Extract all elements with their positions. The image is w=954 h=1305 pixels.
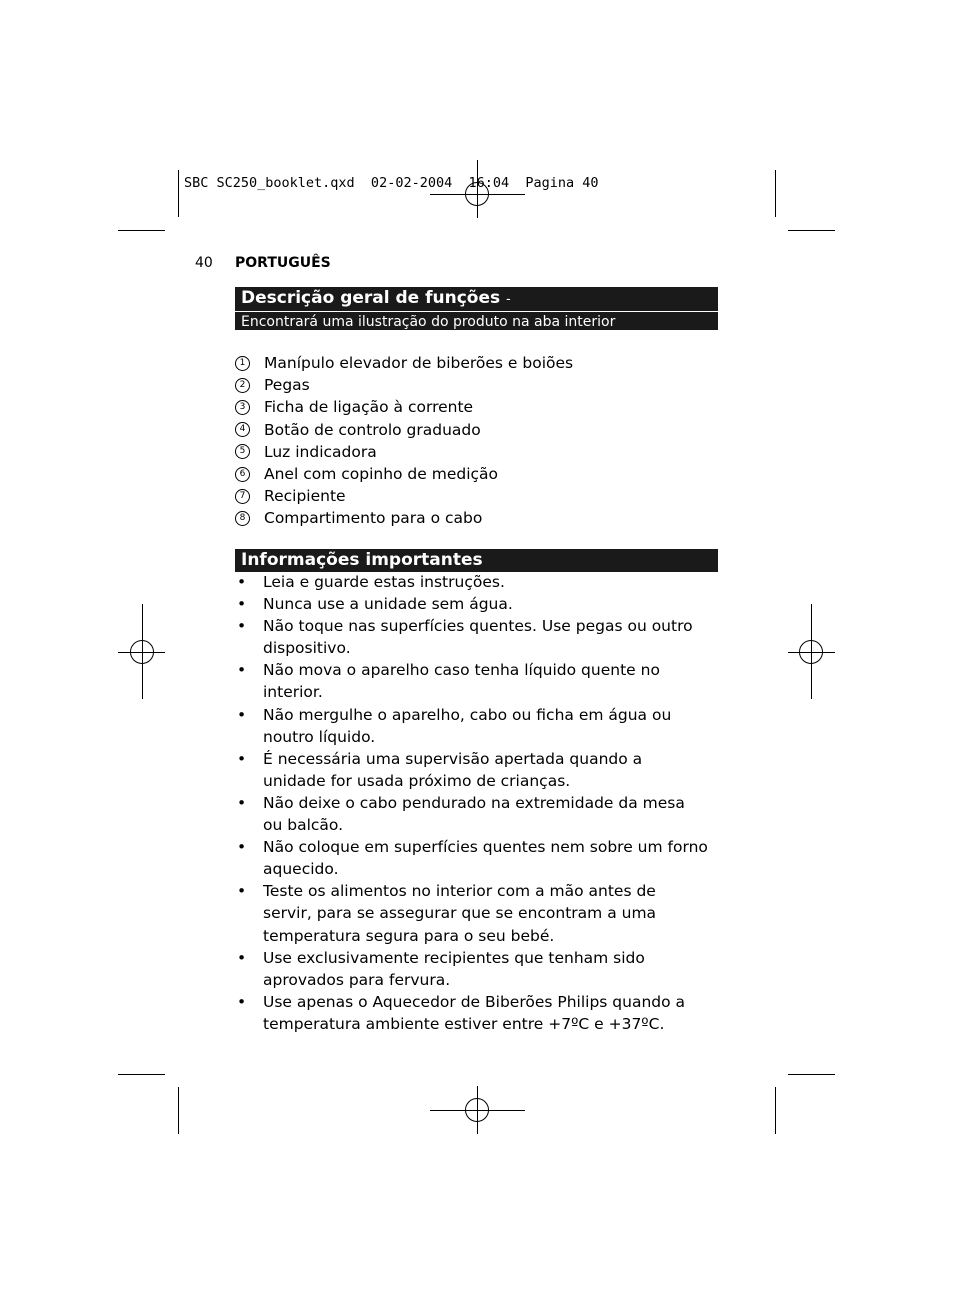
list-item	[235, 441, 573, 463]
list-item	[235, 947, 735, 991]
bullet-icon: •	[237, 661, 247, 680]
item-text: Não coloque em superfícies quentes nem sobre um forno aquecido.	[263, 838, 708, 879]
language-heading: PORTUGUÊS	[235, 255, 331, 271]
crop-mark-bottom-right-v	[775, 1087, 776, 1134]
item-number-icon: 5	[235, 444, 250, 459]
item-text: Não mova o aparelho caso tenha líquido quente no interior.	[263, 661, 660, 702]
list-item	[235, 991, 735, 1035]
crop-mark-top-left-h	[118, 230, 165, 231]
print-slug: SBC SC250_booklet.qxd 02-02-2004 16:04 Pagina 40	[184, 175, 599, 191]
item-text: Anel com copinho de medição	[264, 465, 499, 484]
page-number: 40	[195, 255, 213, 271]
section-title: Descrição geral de funções	[241, 288, 501, 308]
item-text: Pegas	[264, 376, 310, 395]
list-item	[235, 880, 735, 946]
bullet-icon: •	[237, 573, 247, 591]
item-text: Teste os alimentos no interior com a mão antes de servir, para se assegurar que se encontram a uma temperatura segura para o seu bebé.	[263, 882, 657, 945]
list-item	[235, 419, 573, 441]
item-text: Botão de controlo graduado	[264, 420, 481, 439]
list-item	[235, 463, 573, 485]
list-item	[235, 836, 735, 880]
title-dash: -	[506, 292, 511, 307]
item-text: Não mergulhe o aparelho, cabo ou ficha em água ou noutro líquido.	[263, 705, 672, 746]
item-text: Não toque nas superfícies quentes. Use pegas ou outro dispositivo.	[263, 617, 693, 658]
item-number-icon: 7	[235, 489, 250, 504]
item-text: Use exclusivamente recipientes que tenham sido aprovados para fervura.	[263, 948, 645, 989]
bullet-icon: •	[237, 882, 247, 901]
item-text: Manípulo elevador de biberões e boiões	[264, 354, 574, 373]
bullet-icon: •	[237, 948, 247, 967]
section-header-description	[235, 287, 718, 330]
parts-list	[235, 352, 573, 530]
list-item	[235, 593, 735, 615]
important-info-list	[235, 571, 735, 1035]
item-text: Compartimento para o cabo	[264, 509, 483, 528]
item-text: Ficha de ligação à corrente	[264, 398, 474, 417]
list-item	[235, 659, 735, 703]
bullet-icon: •	[237, 617, 247, 636]
section-header-important: Informações importantes	[235, 549, 718, 572]
item-number-icon: 8	[235, 511, 250, 526]
list-item	[235, 704, 735, 748]
section-subtitle: Encontrará uma ilustração do produto na aba interior	[235, 311, 718, 332]
item-number-icon: 6	[235, 467, 250, 482]
list-item	[235, 748, 735, 792]
bullet-icon: •	[237, 793, 247, 812]
bullet-icon: •	[237, 595, 247, 614]
item-text: Use apenas o Aquecedor de Biberões Philips quando a temperatura ambiente estiver entre +7ºC e +37ºC.	[263, 992, 686, 1033]
crop-mark-top-right-h	[788, 230, 835, 231]
list-item	[235, 352, 573, 374]
list-item	[235, 507, 573, 529]
list-item	[235, 792, 735, 836]
crop-mark-top-right-v	[775, 170, 776, 217]
item-number-icon: 2	[235, 378, 250, 393]
crop-mark-bottom-right-h	[788, 1074, 835, 1075]
item-text: Recipiente	[264, 487, 346, 506]
crop-mark-top-left-v	[178, 170, 179, 217]
list-item	[235, 615, 735, 659]
bullet-icon: •	[237, 838, 247, 857]
item-text: Luz indicadora	[264, 442, 377, 461]
bullet-icon: •	[237, 992, 247, 1011]
item-number-icon: 1	[235, 356, 250, 371]
item-text: Leia e guarde estas instruções.	[263, 573, 505, 591]
list-item	[235, 485, 573, 507]
list-item	[235, 374, 573, 396]
item-number-icon: 4	[235, 422, 250, 437]
bullet-icon: •	[237, 749, 247, 768]
bullet-icon: •	[237, 705, 247, 724]
item-text: É necessária uma supervisão apertada quando a unidade for usada próximo de crianças.	[263, 749, 643, 790]
crop-mark-bottom-left-h	[118, 1074, 165, 1075]
list-item	[235, 571, 735, 593]
item-text: Nunca use a unidade sem água.	[263, 595, 513, 614]
item-text: Não deixe o cabo pendurado na extremidade da mesa ou balcão.	[263, 793, 685, 835]
item-number-icon: 3	[235, 400, 250, 415]
crop-mark-bottom-left-v	[178, 1087, 179, 1134]
list-item	[235, 396, 573, 418]
